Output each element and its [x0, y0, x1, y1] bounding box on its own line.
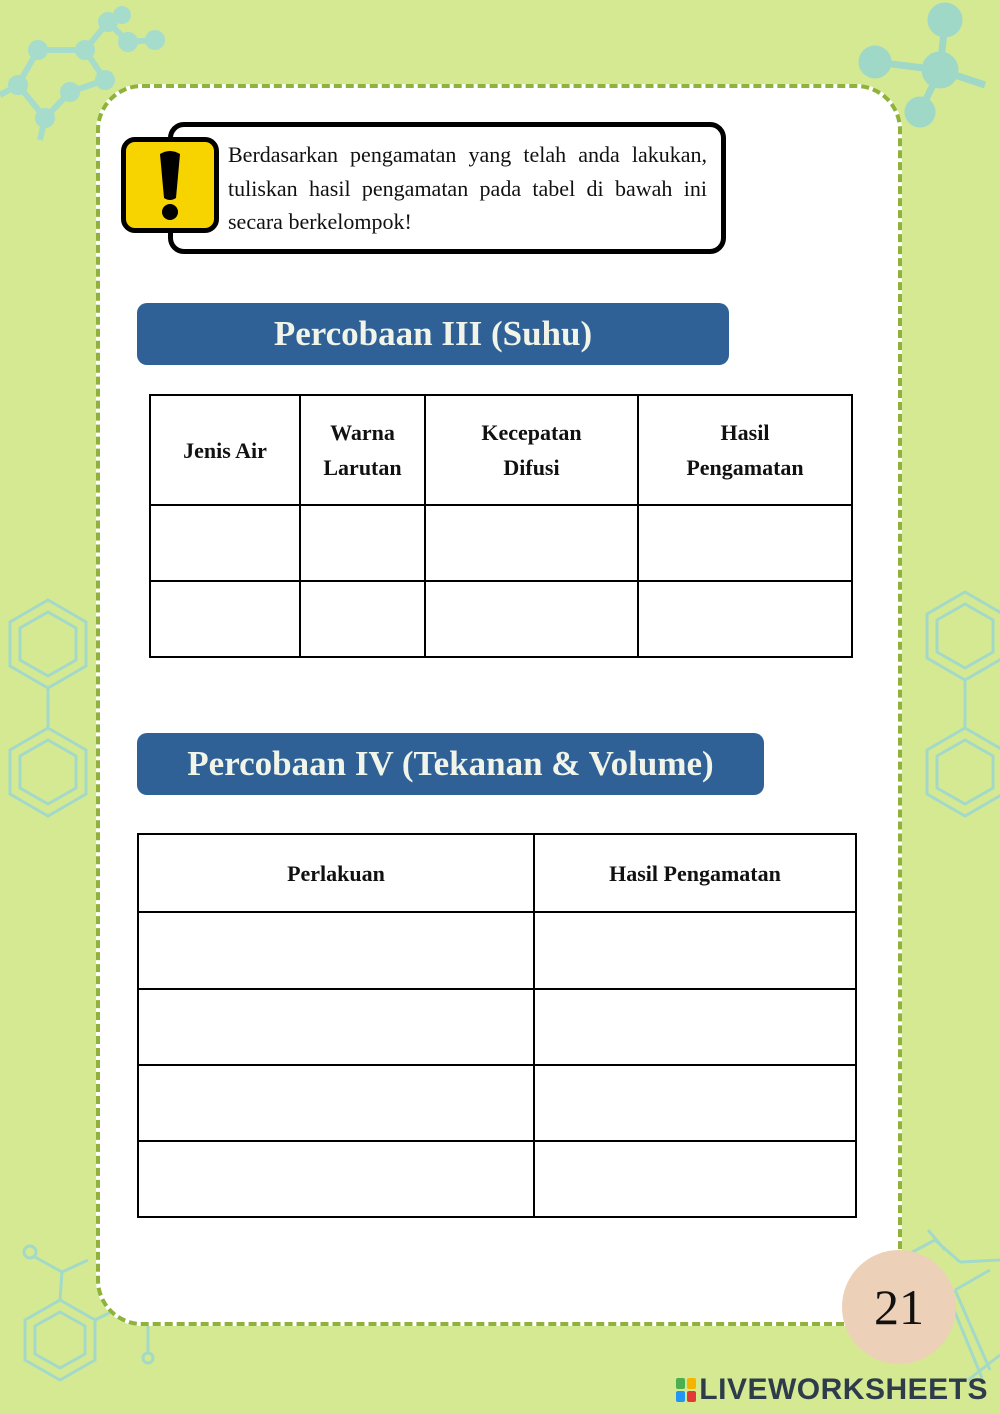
answer-cell[interactable] [425, 581, 638, 657]
table-row [150, 581, 852, 657]
brand-name: LIVEWORKSHEETS [699, 1373, 988, 1406]
section-title-percobaan-4: Percobaan IV (Tekanan & Volume) [137, 733, 764, 795]
header-perlakuan [138, 834, 534, 912]
answer-cell[interactable] [300, 505, 425, 581]
answer-cell[interactable] [534, 989, 856, 1065]
answer-cell[interactable] [138, 989, 534, 1065]
header-jenis-air [150, 395, 300, 505]
answer-cell[interactable] [300, 581, 425, 657]
table-row [138, 989, 856, 1065]
answer-cell[interactable] [150, 581, 300, 657]
page-number: 21 [842, 1250, 956, 1364]
answer-cell[interactable] [138, 1141, 534, 1217]
header-text-line1: Warna [330, 420, 395, 445]
table-row [138, 1065, 856, 1141]
header-text-line1: Kecepatan [481, 420, 582, 445]
liveworksheets-logo-icon [676, 1378, 696, 1402]
answer-cell[interactable] [534, 1141, 856, 1217]
header-text: Perlakuan [287, 860, 385, 886]
header-text-line2: Pengamatan [686, 455, 804, 480]
header-text-line1: Hasil [720, 420, 770, 445]
header-kecepatan-difusi [425, 395, 638, 505]
instruction-text: Berdasarkan pengamatan yang telah anda lakukan, tuliskan hasil pengamatan pada tabel di bawah ini secara berkelompok! [228, 142, 707, 234]
header-text: Hasil Pengamatan [609, 860, 781, 886]
header-hasil-pengamatan [638, 395, 852, 505]
exclamation-icon [126, 142, 214, 228]
answer-cell[interactable] [150, 505, 300, 581]
table-row [138, 912, 856, 989]
header-text: Jenis Air [183, 437, 267, 463]
answer-cell[interactable] [638, 581, 852, 657]
table-row [138, 1141, 856, 1217]
answer-cell[interactable] [534, 1065, 856, 1141]
answer-cell[interactable] [138, 912, 534, 989]
table-row [150, 505, 852, 581]
warning-badge [121, 137, 219, 233]
header-warna-larutan [300, 395, 425, 505]
answer-cell[interactable] [534, 912, 856, 989]
section-title-percobaan-3: Percobaan III (Suhu) [137, 303, 729, 365]
table-percobaan-3 [149, 394, 853, 658]
header-hasil-pengamatan [534, 834, 856, 912]
table-header-row [150, 395, 852, 505]
table-percobaan-4 [137, 833, 857, 1218]
liveworksheets-logo[interactable] [676, 1372, 988, 1408]
table-header-row [138, 834, 856, 912]
answer-cell[interactable] [425, 505, 638, 581]
header-text-line2: Larutan [323, 455, 402, 480]
answer-cell[interactable] [638, 505, 852, 581]
answer-cell[interactable] [138, 1065, 534, 1141]
header-text-line2: Difusi [503, 455, 560, 480]
